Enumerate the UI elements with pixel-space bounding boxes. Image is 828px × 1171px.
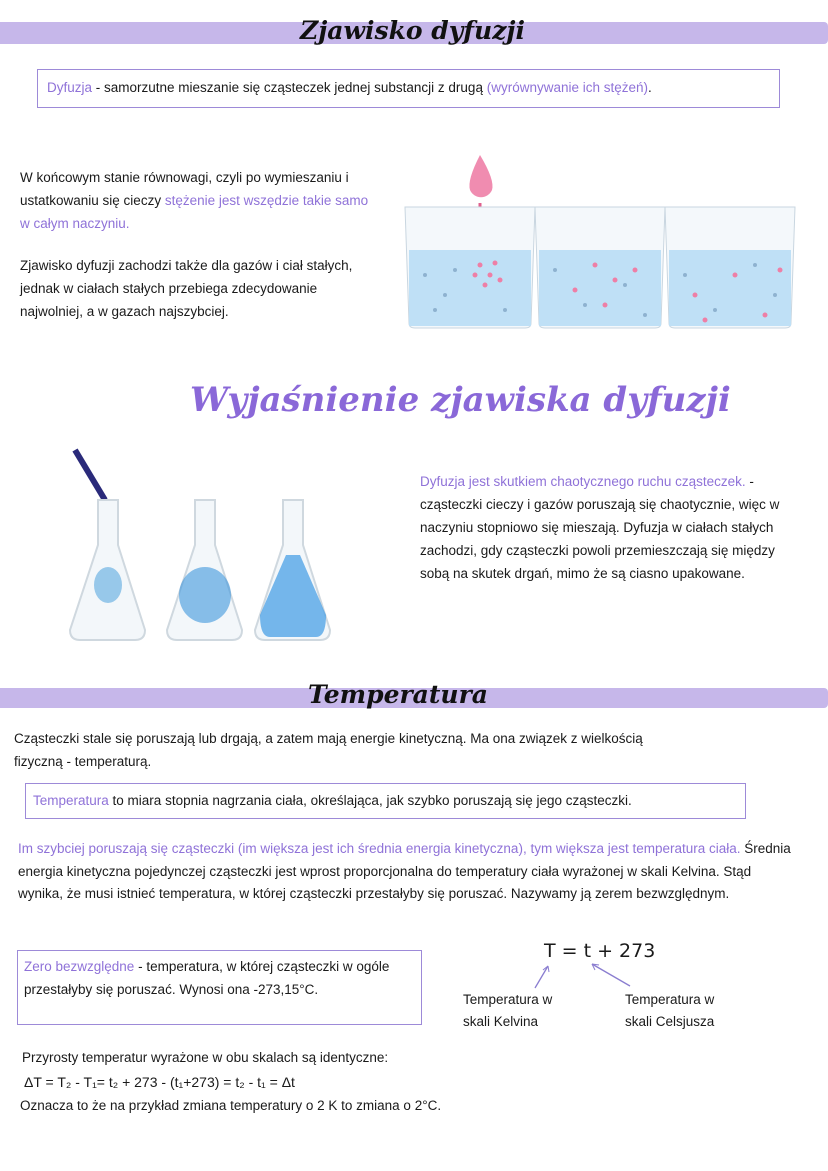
- definition-box: [37, 69, 780, 108]
- label-celsius: Temperatura w skali Celsjusza: [625, 992, 715, 1029]
- definition-text: to miara stopnia nagrzania ciała, określająca, jak szybko poruszają się jego cząsteczki.: [108, 793, 632, 808]
- definition-text: - samorzutne mieszanie się cząsteczek jednej substancji z drugą: [92, 80, 487, 95]
- arrows: [530, 960, 660, 992]
- section-title: Wyjaśnienie zjawiska dyfuzji: [190, 380, 731, 420]
- paragraph: [20, 166, 370, 235]
- formula: T = t + 273: [544, 940, 656, 962]
- text: W końcowym stanie równowagi, czyli po wymieszaniu i ustatkowaniu się cieczy: [20, 170, 349, 208]
- flasks-illustration: [60, 445, 360, 655]
- paragraph: Cząsteczki stale się poruszają lub drgają, a zatem mają energie kinetyczną. Ma ona związek z wielkością fizyczną - temperaturą.: [14, 731, 643, 769]
- term: Dyfuzja: [47, 80, 93, 95]
- paragraph: [18, 838, 793, 906]
- label-kelvin: Temperatura w skali Kelvina: [463, 992, 553, 1029]
- text: Średnia energia kinetyczna pojedynczej cząsteczki jest wprost proporcjonalna do temperatury ciała wyrażonej w skali Kelvina. Stąd wynika, że musi istnieć temperatura, w której cząsteczki przestałyby się poruszać. Nazywamy ją zerem bezwzględnym.: [18, 841, 791, 901]
- text: - cząsteczki cieczy i gazów poruszają się chaotycznie, więc w naczyniu stopniowo się mieszają. Dyfuzja w ciałach stałych zachodzi, gdy cząsteczki powoli przemieszczają się między sobą na skutek drgań, mimo że są ciasno upakowane.: [420, 474, 780, 581]
- delta-formula: ΔT = T₂ - T₁= t₂ + 273 - (t₁+273) = t₂ - t₁ = Δt: [24, 1074, 295, 1090]
- definition-text: - temperatura, w której cząsteczki w ogóle przestałyby się poruszać. Wynosi ona -273,15°C.: [24, 959, 390, 997]
- definition-box: [25, 783, 746, 819]
- term: Temperatura: [33, 793, 109, 808]
- section-title: Temperatura: [308, 680, 488, 709]
- term: Zero bezwzględne: [24, 959, 135, 974]
- drop-icon: [469, 155, 492, 197]
- definition-box: [17, 950, 422, 1025]
- paragraph: Zjawisko dyfuzji zachodzi także dla gazów i ciał stałych, jednak w ciałach stałych przebiega zdecydowanie najwolniej, a w gazach najszybciej.: [20, 258, 353, 319]
- highlight: stężenie jest wszędzie takie samo w całym naczyniu.: [20, 193, 369, 231]
- example-text: Oznacza to że na przykład zmiana temperatury o 2 K to zmiana o 2°C.: [20, 1098, 442, 1113]
- period: .: [648, 80, 652, 95]
- highlight: Im szybciej poruszają się cząsteczki (im większa jest ich średnia energia kinetyczna), tym większa jest temperatura ciała.: [18, 841, 741, 856]
- highlight: Dyfuzja jest skutkiem chaotycznego ruchu cząsteczek.: [420, 474, 746, 489]
- highlight: (wyrównywanie ich stężeń): [486, 80, 649, 95]
- increments-text: Przyrosty temperatur wyrażone w obu skalach są identyczne:: [22, 1050, 389, 1065]
- paragraph: [420, 470, 780, 585]
- beakers-illustration: [395, 145, 805, 330]
- section-title: Zjawisko dyfuzji: [300, 16, 525, 45]
